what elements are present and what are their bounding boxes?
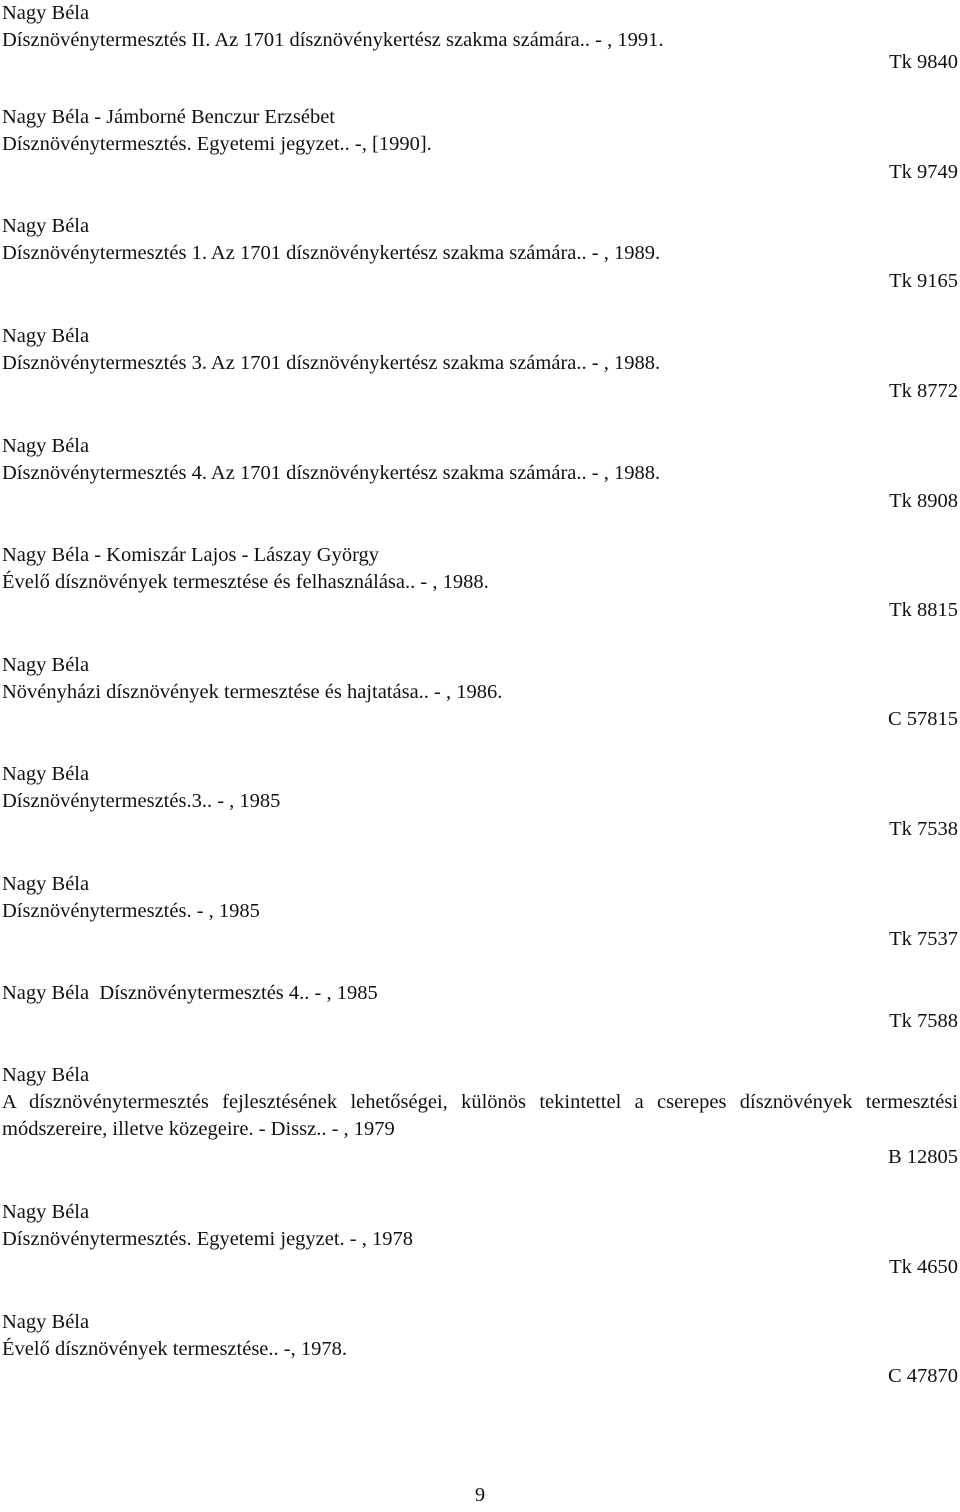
bibliography-entry (2, 761, 958, 815)
entry-call-number: Tk 7538 (889, 818, 958, 840)
entry-title: Dísznövénytermesztés 3. Az 1701 dísznövénykertész szakma számára.. - , 1988. (2, 352, 661, 374)
entry-author: Nagy Béla (2, 1201, 90, 1223)
entry-author: Nagy Béla (2, 1311, 90, 1333)
entry-title: Dísznövénytermesztés. - , 1985 (2, 900, 260, 922)
bibliography-entry (2, 652, 958, 706)
entry-author: Nagy Béla - Komiszár Lajos - Lászay György (2, 544, 380, 566)
bibliography-entry (2, 1062, 958, 1143)
entry-call-number: B 12805 (887, 1146, 958, 1168)
bibliography-entry (2, 104, 958, 158)
entry-title: A dísznövénytermesztés fejlesztésének lehetőségei, különös tekintettel a cserepes dísznövények termesztési módszereire, illetve közegeire. - Dissz.. - , 1979 (2, 1091, 958, 1140)
entry-author: Nagy Béla (2, 763, 90, 785)
entry-title: Dísznövénytermesztés. Egyetemi jegyzet.. -, [1990]. (2, 133, 432, 155)
entry-title: Dísznövénytermesztés II. Az 1701 dísznövénykertész szakma számára.. - , 1991. (2, 29, 664, 51)
page-number: 9 (474, 1484, 486, 1506)
entry-call-number: Tk 8772 (889, 380, 958, 402)
entry-author: Nagy Béla (2, 654, 90, 676)
entry-call-number: Tk 8815 (889, 599, 958, 621)
entry-title: Dísznövénytermesztés. Egyetemi jegyzet. - , 1978 (2, 1228, 414, 1250)
bibliography-entry (2, 213, 958, 267)
entry-call-number: C 47870 (887, 1365, 958, 1387)
entry-call-number: Tk 8908 (889, 490, 958, 512)
entry-author: Nagy Béla (2, 873, 90, 895)
bibliography-entry (2, 323, 958, 377)
entry-author: Nagy Béla Dísznövénytermesztés 4.. - , 1985 (2, 982, 378, 1004)
entry-author: Nagy Béla (2, 1064, 90, 1086)
entry-author: Nagy Béla (2, 2, 90, 24)
bibliography-entry (2, 1199, 958, 1253)
entry-title: Dísznövénytermesztés.3.. - , 1985 (2, 790, 281, 812)
entry-author: Nagy Béla - Jámborné Benczur Erzsébet (2, 106, 335, 128)
bibliography-entry (2, 980, 958, 1007)
entry-author: Nagy Béla (2, 325, 90, 347)
entry-author: Nagy Béla (2, 435, 90, 457)
entry-call-number: Tk 9749 (889, 161, 958, 183)
entry-call-number: Tk 7588 (889, 1010, 958, 1032)
entry-call-number: Tk 9840 (889, 51, 958, 73)
entry-call-number: C 57815 (887, 708, 958, 730)
bibliography-entry (2, 1309, 958, 1363)
entry-title: Évelő dísznövények termesztése és felhasználása.. - , 1988. (2, 571, 489, 593)
bibliography-entry (2, 433, 958, 487)
entry-author: Nagy Béla (2, 215, 90, 237)
bibliography-entry (2, 542, 958, 596)
entry-call-number: Tk 9165 (889, 270, 958, 292)
entry-call-number: Tk 7537 (889, 928, 958, 950)
entry-title: Évelő dísznövények termesztése.. -, 1978. (2, 1338, 347, 1360)
entry-call-number: Tk 4650 (889, 1256, 958, 1278)
entry-title: Dísznövénytermesztés 1. Az 1701 dísznövénykertész szakma számára.. - , 1989. (2, 242, 661, 264)
bibliography-entry (2, 871, 958, 925)
bibliography-entry (2, 0, 958, 54)
entry-title: Dísznövénytermesztés 4. Az 1701 dísznövénykertész szakma számára.. - , 1988. (2, 462, 661, 484)
entry-title: Növényházi dísznövények termesztése és hajtatása.. - , 1986. (2, 681, 503, 703)
